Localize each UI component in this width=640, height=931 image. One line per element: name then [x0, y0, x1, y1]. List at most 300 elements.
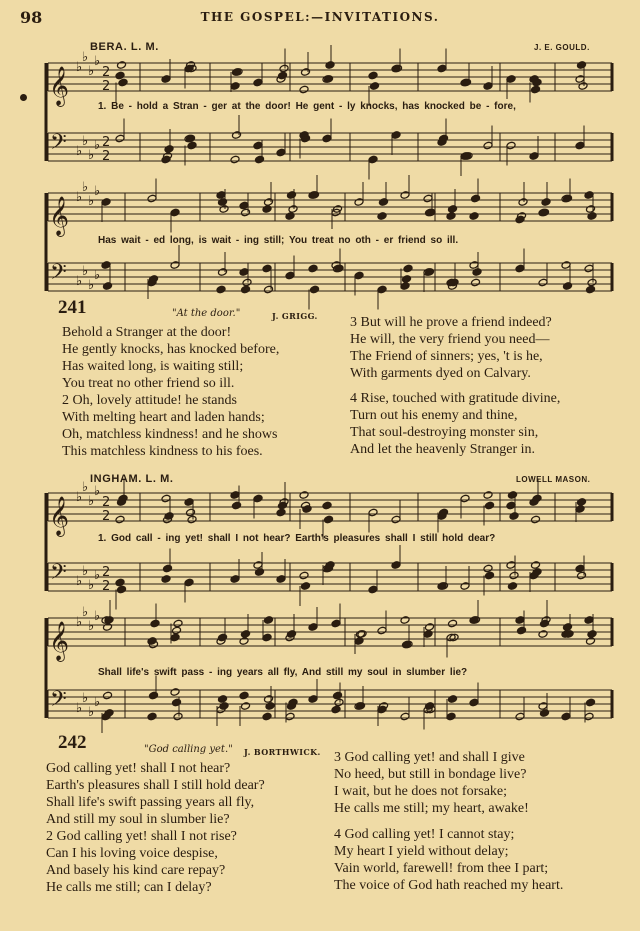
note-head: [308, 264, 318, 273]
note-head: [400, 191, 410, 200]
note-head: [172, 698, 182, 707]
note-head: [541, 198, 551, 207]
flat-icon: ♭: [94, 268, 101, 283]
hymn-242-verse-3: [334, 749, 529, 817]
note-head: [299, 491, 309, 500]
flat-icon: ♭: [82, 180, 89, 195]
note-head: [483, 141, 493, 150]
note-head: [483, 491, 493, 500]
flat-icon: ♭: [94, 609, 101, 624]
time-signature-bottom: 2: [102, 579, 111, 594]
note-head: [377, 285, 387, 294]
flat-icon: ♭: [94, 484, 101, 499]
note-head: [483, 82, 493, 91]
note-head: [103, 623, 113, 632]
note-head: [563, 282, 573, 291]
time-signature-bottom: 2: [102, 509, 111, 524]
time-signature-bottom: 2: [102, 79, 111, 94]
note-head: [115, 134, 125, 143]
time-signature-top: 2: [102, 135, 111, 150]
hymn-241-verse-3: [350, 314, 552, 382]
note-head: [301, 68, 311, 77]
note-head: [285, 712, 295, 721]
hymn-241-verse-4: [350, 390, 560, 458]
note-head: [469, 698, 479, 707]
flat-icon: ♭: [76, 144, 83, 159]
verse-line: This matchless kindness to his foes.: [62, 444, 263, 459]
time-signature-top: 2: [102, 495, 111, 510]
note-head: [302, 505, 312, 514]
note-head: [446, 712, 456, 721]
note-head: [391, 561, 401, 570]
note-head: [368, 585, 378, 594]
flat-icon: ♭: [94, 54, 101, 69]
flat-icon: ♭: [76, 490, 83, 505]
note-head: [230, 155, 240, 164]
bass-clef-icon: 𝄢: [50, 260, 67, 290]
tune-name-bera: BERA. L. M.: [90, 41, 159, 53]
note-head: [288, 698, 298, 707]
note-head: [299, 85, 309, 94]
note-head: [584, 264, 594, 273]
note-head: [391, 131, 401, 140]
note-head: [230, 82, 240, 91]
note-head: [584, 712, 594, 721]
note-head: [368, 508, 378, 517]
note-head: [170, 633, 180, 642]
note-head: [377, 212, 387, 221]
note-head: [253, 561, 263, 570]
note-head: [423, 630, 433, 639]
running-head: THE GOSPEL:—INVITATIONS.: [200, 10, 440, 24]
flat-icon: ♭: [76, 701, 83, 716]
note-head: [334, 698, 344, 707]
note-head: [561, 712, 571, 721]
hymn-author-241: J. GRIGG.: [272, 311, 318, 321]
note-head: [173, 619, 183, 628]
note-head: [262, 712, 272, 721]
note-head: [164, 145, 174, 154]
note-head: [423, 194, 433, 203]
note-head: [264, 616, 274, 625]
flat-icon: ♭: [82, 605, 89, 620]
verse-line: Oh, matchless kindness! and he shows: [62, 427, 278, 442]
verse-line: Vain world, farewell! from thee I part;: [334, 861, 549, 876]
note-head: [216, 285, 226, 294]
note-head: [538, 702, 548, 711]
note-head: [577, 571, 587, 580]
flat-icon: ♭: [88, 578, 95, 593]
verse-line: That soul-destroying monster sin,: [350, 425, 539, 440]
verse-line: God calling yet! shall I not hear?: [46, 761, 231, 776]
note-head: [285, 212, 295, 221]
flat-icon: ♭: [88, 278, 95, 293]
note-head: [264, 695, 274, 704]
note-head: [586, 637, 596, 646]
note-head: [368, 71, 378, 80]
note-head: [485, 571, 495, 580]
time-signature-bottom: 2: [102, 149, 111, 164]
hymn-241-verse-1: [62, 324, 279, 392]
note-head: [232, 131, 242, 140]
note-head: [391, 515, 401, 524]
hymn-number-241: 241: [58, 297, 87, 318]
note-head: [278, 71, 288, 80]
note-head: [509, 571, 519, 580]
note-head: [325, 61, 335, 70]
verse-line: The voice of God hath reached my heart.: [334, 878, 564, 893]
note-head: [469, 261, 479, 270]
verse-line: 3 God calling yet! and shall I give: [334, 750, 525, 765]
verse-line: 2 Oh, lovely attitude! he stands: [62, 393, 237, 408]
flat-icon: ♭: [88, 619, 95, 634]
note-head: [506, 561, 516, 570]
flat-icon: ♭: [94, 695, 101, 710]
note-head: [460, 582, 470, 591]
verse-line: And let the heavenly Stranger in.: [350, 442, 536, 457]
treble-clef-icon: 𝄞: [49, 196, 70, 236]
note-head: [370, 82, 380, 91]
note-head: [242, 278, 252, 287]
note-head: [446, 212, 456, 221]
note-head: [262, 633, 272, 642]
verse-line: He calls me still; can I delay?: [46, 880, 212, 895]
bass-clef-icon: 𝄢: [50, 560, 67, 590]
verse-line: With melting heart and laden hands;: [62, 410, 265, 425]
note-head: [515, 616, 525, 625]
note-head: [149, 275, 159, 284]
note-head: [425, 623, 435, 632]
note-head: [532, 568, 542, 577]
note-head: [101, 198, 111, 207]
note-head: [262, 264, 272, 273]
note-head: [469, 212, 479, 221]
note-head: [509, 512, 519, 521]
note-head: [287, 191, 297, 200]
note-head: [241, 630, 251, 639]
note-head: [241, 702, 251, 711]
note-head: [448, 619, 458, 628]
time-signature-top: 2: [102, 65, 111, 80]
note-head: [540, 709, 550, 718]
note-head: [515, 264, 525, 273]
note-head: [101, 261, 111, 270]
note-head: [161, 75, 171, 84]
note-head: [354, 637, 364, 646]
note-head: [264, 285, 274, 294]
bass-clef-icon: 𝄢: [50, 687, 67, 717]
note-head: [586, 205, 596, 214]
note-head: [262, 205, 272, 214]
note-head: [529, 152, 539, 161]
note-head: [308, 623, 318, 632]
note-head: [149, 691, 159, 700]
note-head: [331, 705, 341, 714]
note-head: [163, 564, 173, 573]
note-head: [265, 702, 275, 711]
note-head: [506, 501, 516, 510]
note-head: [170, 261, 180, 270]
note-head: [117, 585, 127, 594]
note-head: [150, 619, 160, 628]
tune-composer-ingham: LOWELL MASON.: [516, 475, 591, 484]
tune-lyrics-line-2: Shall life's swift pass - ing years all fly, And still my soul in slumber lie?: [98, 667, 468, 678]
note-head: [239, 637, 249, 646]
note-head: [368, 155, 378, 164]
note-head: [400, 712, 410, 721]
tune-lyrics-line-1: 1. God call - ing yet! shall I not hear? Earth's pleasures shall I still hold dear?: [98, 533, 496, 544]
note-head: [586, 285, 596, 294]
flat-icon: ♭: [76, 615, 83, 630]
note-head: [219, 205, 229, 214]
note-head: [103, 691, 113, 700]
hymn-author-242: J. BORTHWICK.: [244, 747, 321, 757]
note-head: [115, 515, 125, 524]
flat-icon: ♭: [88, 494, 95, 509]
note-head: [161, 494, 171, 503]
note-head: [508, 491, 518, 500]
note-head: [575, 505, 585, 514]
note-head: [230, 491, 240, 500]
note-head: [325, 561, 335, 570]
note-head: [288, 205, 298, 214]
note-head: [232, 501, 242, 510]
note-head: [448, 205, 458, 214]
verse-line: No heed, but still in bondage live?: [334, 767, 527, 782]
note-head: [575, 75, 585, 84]
note-head: [402, 275, 412, 284]
note-head: [575, 564, 585, 573]
note-head: [400, 282, 410, 291]
note-head: [264, 198, 274, 207]
note-head: [241, 208, 251, 217]
note-head: [587, 630, 597, 639]
note-head: [483, 564, 493, 573]
note-head: [301, 582, 311, 591]
note-head: [471, 194, 481, 203]
flat-icon: ♭: [76, 60, 83, 75]
note-head: [538, 630, 548, 639]
note-head: [117, 61, 127, 70]
note-head: [219, 702, 229, 711]
note-head: [508, 582, 518, 591]
verse-line: Shall life's swift passing years all fly,: [46, 795, 255, 810]
note-head: [255, 155, 265, 164]
note-head: [586, 698, 596, 707]
note-head: [255, 568, 265, 577]
hymn-242-verse-1: [46, 760, 265, 828]
verse-line: Turn out his enemy and thine,: [350, 408, 518, 423]
note-head: [216, 191, 226, 200]
note-head: [400, 616, 410, 625]
flat-icon: ♭: [82, 691, 89, 706]
note-head: [161, 575, 171, 584]
flat-icon: ♭: [94, 184, 101, 199]
note-head: [448, 695, 458, 704]
note-head: [578, 82, 588, 91]
verse-line: And basely his kind care repay?: [46, 863, 226, 878]
note-head: [241, 285, 251, 294]
note-head: [439, 508, 449, 517]
verse-line: I wait, but he does not forsake;: [334, 784, 508, 799]
note-head: [577, 498, 587, 507]
note-head: [587, 212, 597, 221]
note-head: [187, 141, 197, 150]
note-head: [103, 282, 113, 291]
note-head: [164, 512, 174, 521]
flat-icon: ♭: [88, 148, 95, 163]
verse-line: The Friend of sinners; yes, 't is he,: [350, 349, 543, 364]
note-head: [147, 194, 157, 203]
flat-icon: ♭: [82, 480, 89, 495]
flat-icon: ♭: [88, 705, 95, 720]
note-head: [276, 148, 286, 157]
treble-clef-icon: 𝄞: [49, 66, 70, 106]
tune-lyrics-line-2: Has wait - ed long, is wait - ing still; You treat no oth - er friend so ill.: [98, 235, 459, 246]
verse-line: 4 God calling yet! I cannot stay;: [334, 827, 515, 842]
note-head: [538, 278, 548, 287]
flat-icon: ♭: [88, 64, 95, 79]
note-head: [173, 712, 183, 721]
hymn-number-242: 242: [58, 732, 87, 753]
note-head: [184, 578, 194, 587]
note-head: [575, 141, 585, 150]
note-head: [170, 688, 180, 697]
note-head: [104, 709, 114, 718]
verse-line: You treat no other friend so ill.: [62, 376, 235, 391]
note-head: [377, 626, 387, 635]
note-head: [285, 271, 295, 280]
note-head: [354, 271, 364, 280]
note-head: [253, 494, 263, 503]
bass-clef-icon: 𝄢: [50, 130, 67, 160]
note-head: [577, 61, 587, 70]
note-head: [147, 712, 157, 721]
note-head: [308, 695, 318, 704]
note-head: [518, 198, 528, 207]
note-head: [187, 515, 197, 524]
note-head: [460, 494, 470, 503]
note-head: [299, 571, 309, 580]
verse-line: He will, the very friend you need—: [350, 332, 550, 347]
note-head: [322, 501, 332, 510]
verse-line: With garments dyed on Calvary.: [350, 366, 531, 381]
verse-line: Can I his loving voice despise,: [46, 846, 218, 861]
note-head: [218, 198, 228, 207]
note-head: [437, 64, 447, 73]
note-head: [506, 75, 516, 84]
note-head: [118, 78, 128, 87]
note-head: [115, 71, 125, 80]
note-head: [471, 278, 481, 287]
note-head: [532, 494, 542, 503]
flat-icon: ♭: [94, 568, 101, 583]
note-head: [584, 191, 594, 200]
note-head: [403, 264, 413, 273]
note-head: [253, 141, 263, 150]
note-head: [584, 616, 594, 625]
hymn-title-241: "At the door.": [172, 308, 241, 319]
note-head: [485, 501, 495, 510]
tune-lyrics-line-1: 1. Be - hold a Stran - ger at the door! He gent - ly knocks, has knocked be - fore,: [98, 101, 516, 112]
flat-icon: ♭: [82, 50, 89, 65]
flat-icon: ♭: [82, 564, 89, 579]
note-head: [354, 198, 364, 207]
note-head: [531, 85, 541, 94]
note-head: [472, 268, 482, 277]
flat-icon: ♭: [88, 194, 95, 209]
verse-line: 2 God calling yet! shall I not rise?: [46, 829, 237, 844]
flat-icon: ♭: [76, 274, 83, 289]
ink-spot: [20, 94, 27, 101]
note-head: [561, 261, 571, 270]
note-head: [506, 141, 516, 150]
verse-line: He calls me still; my heart, awake!: [334, 801, 529, 816]
verse-line: Behold a Stranger at the door!: [62, 325, 232, 340]
note-head: [531, 561, 541, 570]
page-number: 98: [20, 8, 43, 27]
note-head: [279, 64, 289, 73]
note-head: [587, 278, 597, 287]
hymn-241-verse-2: [62, 392, 277, 460]
note-head: [218, 268, 228, 277]
verse-line: And still my soul in slumber lie?: [46, 812, 230, 827]
verse-line: He gently knocks, has knocked before,: [62, 342, 280, 357]
time-signature-top: 2: [102, 565, 111, 580]
verse-line: Earth's pleasures shall I still hold dear?: [46, 778, 265, 793]
flat-icon: ♭: [76, 574, 83, 589]
note-head: [531, 515, 541, 524]
note-head: [287, 630, 297, 639]
note-head: [186, 508, 196, 517]
note-head: [310, 285, 320, 294]
note-head: [276, 508, 286, 517]
note-head: [218, 695, 228, 704]
treble-clef-icon: 𝄞: [49, 621, 70, 661]
note-head: [239, 691, 249, 700]
note-head: [239, 201, 249, 210]
verse-line: 3 But will he prove a friend indeed?: [350, 315, 552, 330]
flat-icon: ♭: [76, 190, 83, 205]
note-head: [331, 619, 341, 628]
note-head: [239, 268, 249, 277]
note-head: [322, 134, 332, 143]
treble-clef-icon: 𝄞: [49, 496, 70, 536]
verse-line: My heart I yield without delay;: [334, 844, 509, 859]
note-head: [324, 515, 334, 524]
note-head: [172, 626, 182, 635]
note-head: [170, 208, 180, 217]
flat-icon: ♭: [82, 264, 89, 279]
hymn-242-verse-4: [334, 826, 563, 894]
flat-icon: ♭: [82, 134, 89, 149]
flat-icon: ♭: [94, 138, 101, 153]
verse-line: 4 Rise, touched with gratitude divine,: [350, 391, 561, 406]
tune-composer-bera: J. E. GOULD.: [534, 43, 590, 52]
note-head: [379, 198, 389, 207]
note-head: [184, 498, 194, 507]
note-head: [563, 623, 573, 632]
note-head: [115, 578, 125, 587]
note-head: [276, 575, 286, 584]
note-head: [333, 691, 343, 700]
note-head: [118, 494, 128, 503]
verse-line: Has waited long, is waiting still;: [62, 359, 244, 374]
note-head: [517, 626, 527, 635]
note-head: [230, 575, 240, 584]
hymn-title-242: "God calling yet.": [144, 744, 233, 755]
tune-name-ingham: INGHAM. L. M.: [90, 473, 174, 485]
